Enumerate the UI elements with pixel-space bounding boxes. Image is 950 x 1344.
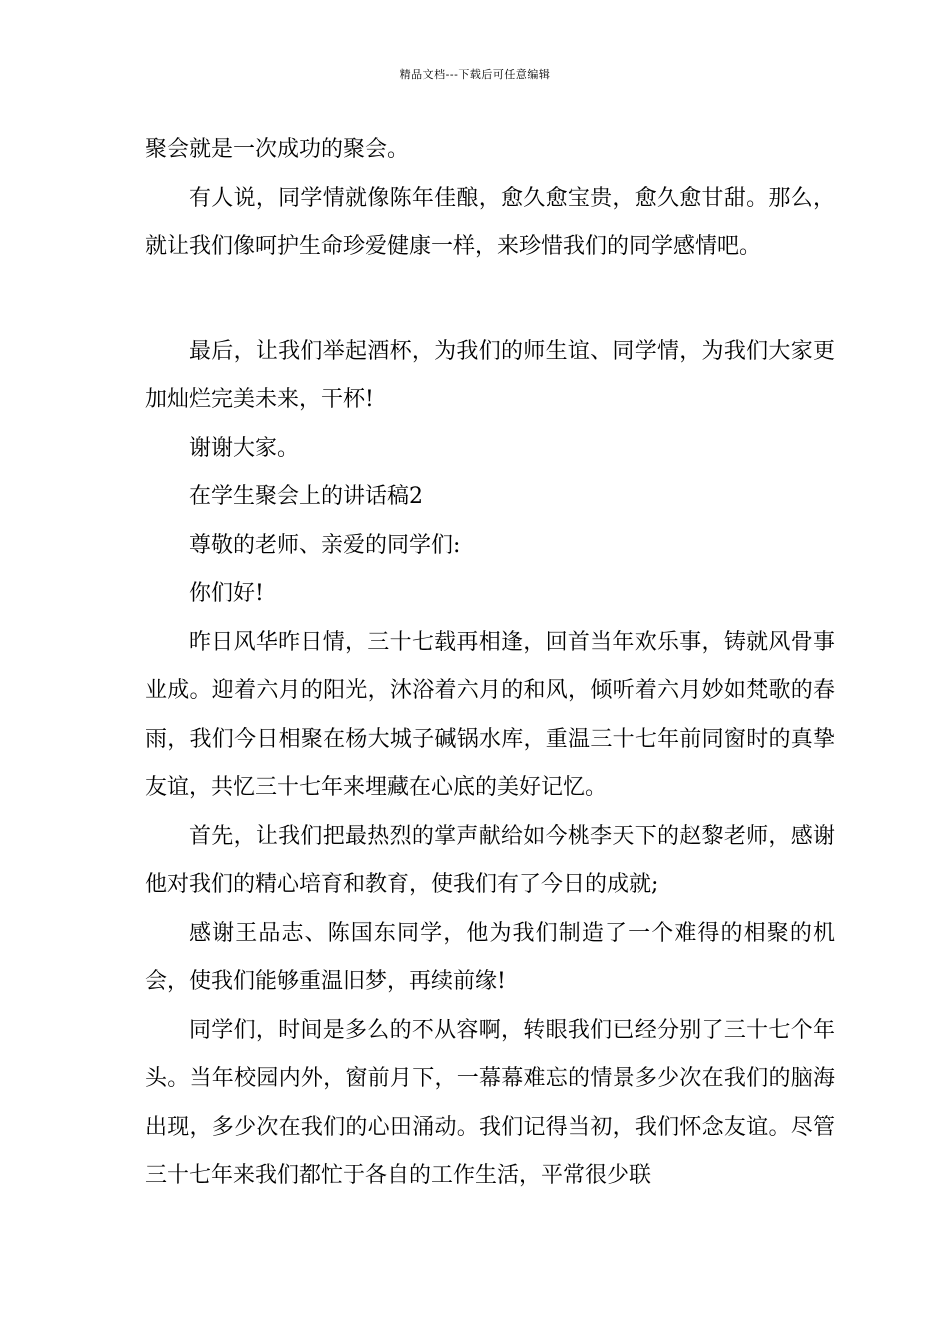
paragraph-organizer-thanks: 感谢王品志、陈国东同学，他为我们制造了一个难得的相聚的机会，使我们能够重温旧梦，再续前缘! [145, 920, 835, 994]
document-body [145, 126, 835, 1201]
paragraph-classmates-wine: 有人说，同学情就像陈年佳酿，愈久愈宝贵，愈久愈甘甜。那么，就让我们像呵护生命珍爱健康一样，来珍惜我们的同学感情吧。 [145, 185, 835, 259]
greeting: 你们好! [189, 581, 264, 606]
paragraph-memories: 同学们，时间是多么的不从容啊，转眼我们已经分别了三十七个年头。当年校园内外，窗前月下，一幕幕难忘的情景多少次在我们的脑海出现，多少次在我们的心田涌动。我们记得当初，我们怀念友谊。尽管三十七年来我们都忙于各自的工作生活，平常很少联 [145, 1017, 835, 1188]
page-header: 精品文档---下载后可任意编辑 [399, 68, 551, 81]
paragraph-teacher-thanks: 首先，让我们把最热烈的掌声献给如今桃李天下的赵黎老师，感谢他对我们的精心培育和教育，使我们有了今日的成就; [145, 823, 835, 897]
paragraph-reunion: 昨日风华昨日情，三十七载再相逢，回首当年欢乐事，铸就风骨事业成。迎着六月的阳光，沐浴着六月的和风，倾听着六月妙如梵歌的春雨，我们今日相聚在杨大城子碱锅水库，重温三十七年前同窗时的真挚友谊，共忆三十七年来埋藏在心底的美好记忆。 [145, 629, 835, 800]
section-title: 在学生聚会上的讲话稿2 [189, 484, 423, 509]
paragraph-thanks: 谢谢大家。 [189, 435, 300, 461]
paragraph-continuation: 聚会就是一次成功的聚会。 [145, 137, 410, 162]
paragraph-toast: 最后，让我们举起酒杯，为我们的师生谊、同学情，为我们大家更加灿烂完美未来，干杯! [145, 338, 835, 412]
salutation: 尊敬的老师、亲爱的同学们: [189, 532, 461, 558]
